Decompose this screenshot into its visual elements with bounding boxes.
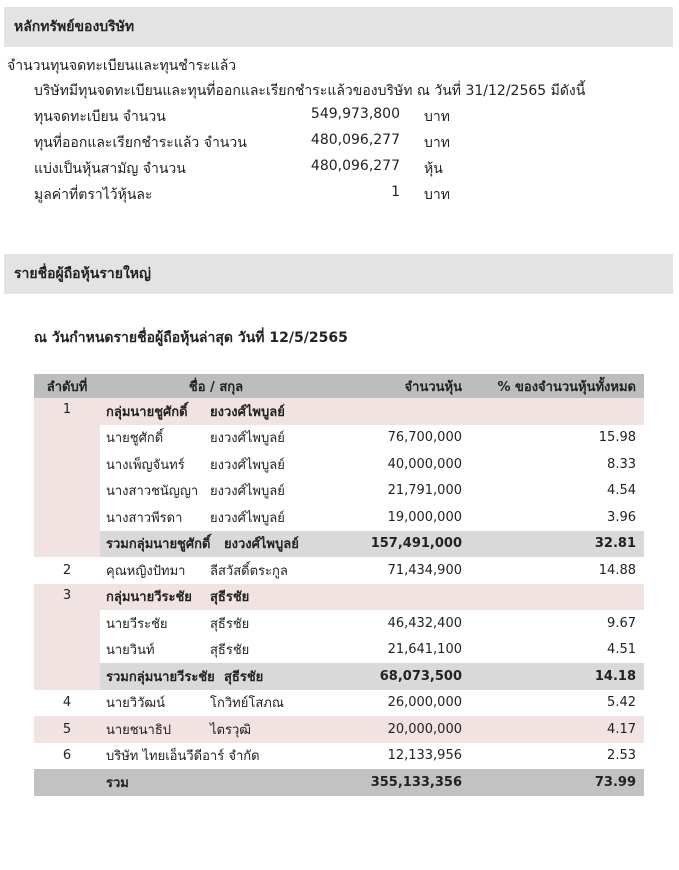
first-name: นายวินท์ (106, 643, 155, 659)
shares-cell: 19,000,000 (332, 504, 472, 531)
section-shareholders-title: รายชื่อผู้ถือหุ้นรายใหญ่ (4, 254, 673, 294)
total-label: รวม (100, 769, 332, 796)
shares-cell: 21,641,100 (332, 637, 472, 664)
table-row (34, 690, 644, 717)
shares-cell: 21,791,000 (332, 478, 472, 505)
capital-heading: จำนวนทุนจดทะเบียนและทุนชำระแล้ว (7, 58, 237, 74)
rank-cell: 2 (34, 557, 100, 584)
total-shares: 355,133,356 (332, 769, 472, 796)
header-name: ชื่อ / สกุล (100, 374, 332, 398)
shares-cell: 76,700,000 (332, 425, 472, 452)
first-name: คุณหญิงปัทมา (106, 563, 186, 579)
first-name: นางสาวพีรดา (106, 510, 183, 526)
first-name: นายชนาธิป (106, 722, 171, 738)
rank-cell: 4 (34, 690, 100, 717)
subtotal-pct: 14.18 (472, 663, 644, 690)
shares-cell: 40,000,000 (332, 451, 472, 478)
total-row (34, 769, 644, 796)
capital-label: แบ่งเป็นหุ้นสามัญ จำนวน (34, 161, 186, 177)
group-title-first: กลุ่มนายวีระชัย (106, 590, 192, 606)
pct-cell: 15.98 (472, 425, 644, 452)
subtotal-label-first: รวมกลุ่มนายวีระชัย (106, 669, 215, 685)
pct-cell: 14.88 (472, 557, 644, 584)
record-date-subtitle: ณ วันกำหนดรายชื่อผู้ถือหุ้นล่าสุด วันที่ 12/5/2565 (34, 330, 348, 346)
total-pct: 73.99 (472, 769, 644, 796)
table-row (34, 478, 644, 505)
table-row (34, 557, 644, 584)
last-name: ไตรวุฒิ (210, 722, 252, 738)
capital-unit: บาท (424, 187, 450, 203)
group-title-first: กลุ่มนายชูศักดิ์ (106, 404, 188, 420)
shares-cell: 46,432,400 (332, 610, 472, 637)
group-title (100, 584, 332, 611)
capital-unit: หุ้น (424, 161, 443, 177)
table-row (34, 610, 644, 637)
table-row (34, 716, 644, 743)
rank-cell: 1 (34, 398, 100, 557)
header-pct: % ของจำนวนหุ้นทั้งหมด (472, 374, 644, 398)
table-row (34, 425, 644, 452)
shares-cell: 26,000,000 (332, 690, 472, 717)
subtotal-row (34, 531, 644, 558)
last-name: ยงวงศ์ไพบูลย์ (210, 484, 285, 500)
table-row (34, 637, 644, 664)
pct-cell: 4.51 (472, 637, 644, 664)
table-row (34, 743, 644, 770)
first-name: นายวีระชัย (106, 616, 168, 632)
first-name: นางเพ็ญจันทร์ (106, 457, 185, 473)
table-row (34, 451, 644, 478)
table-row (34, 584, 644, 611)
last-name: ยงวงศ์ไพบูลย์ (210, 431, 285, 447)
last-name: ลีสวัสดิ์ตระกูล (210, 563, 288, 579)
group-title-last: สุธีรชัย (210, 590, 250, 606)
last-name: ยงวงศ์ไพบูลย์ (210, 457, 285, 473)
table-row (34, 504, 644, 531)
first-name: นายวิวัฒน์ (106, 696, 166, 712)
pct-cell: 8.33 (472, 451, 644, 478)
company-name: บริษัท ไทยเอ็นวีดีอาร์ จำกัด (100, 743, 332, 770)
first-name: นายชูศักดิ์ (106, 431, 164, 447)
table-header-row (34, 374, 644, 398)
subtotal-pct: 32.81 (472, 531, 644, 558)
subtotal-label-last: ยงวงศ์ไพบูลย์ (224, 537, 299, 553)
shareholders-table (34, 374, 644, 796)
last-name: ยงวงศ์ไพบูลย์ (210, 510, 285, 526)
capital-label: มูลค่าที่ตราไว้หุ้นละ (34, 187, 153, 203)
pct-cell: 4.17 (472, 716, 644, 743)
capital-label: ทุนที่ออกและเรียกชำระแล้ว จำนวน (34, 135, 247, 151)
last-name: สุธีรชัย (210, 643, 250, 659)
pct-cell: 9.67 (472, 610, 644, 637)
group-title (100, 398, 332, 425)
pct-cell: 2.53 (472, 743, 644, 770)
shares-cell: 12,133,956 (332, 743, 472, 770)
header-rank: ลำดับที่ (34, 374, 100, 398)
pct-cell: 5.42 (472, 690, 644, 717)
group-title-last: ยงวงศ์ไพบูลย์ (210, 404, 285, 420)
rank-cell: 3 (34, 584, 100, 690)
subtotal-row (34, 663, 644, 690)
section-securities-title: หลักทรัพย์ของบริษัท (4, 7, 673, 47)
subtotal-shares: 68,073,500 (332, 663, 472, 690)
pct-cell: 4.54 (472, 478, 644, 505)
shares-cell: 71,434,900 (332, 557, 472, 584)
capital-value: 480,096,277 (310, 158, 400, 174)
first-name: นางสาวชนัญญา (106, 484, 199, 500)
shares-cell: 20,000,000 (332, 716, 472, 743)
capital-unit: บาท (424, 135, 450, 151)
pct-cell: 3.96 (472, 504, 644, 531)
rank-cell: 5 (34, 716, 100, 743)
header-shares: จำนวนหุ้น (332, 374, 472, 398)
rank-cell: 6 (34, 743, 100, 770)
capital-intro: บริษัทมีทุนจดทะเบียนและทุนที่ออกและเรียกชำระแล้วของบริษัท ณ วันที่ 31/12/2565 มีดังนี้ (34, 83, 586, 99)
last-name: สุธีรชัย (210, 616, 250, 632)
capital-value: 1 (391, 184, 400, 200)
subtotal-shares: 157,491,000 (332, 531, 472, 558)
last-name: โกวิทย์โสภณ (210, 696, 284, 712)
capital-unit: บาท (424, 109, 450, 125)
table-row (34, 398, 644, 425)
capital-label: ทุนจดทะเบียน จำนวน (34, 109, 166, 125)
capital-value: 549,973,800 (310, 106, 400, 122)
capital-value: 480,096,277 (310, 132, 400, 148)
subtotal-label-last: สุธีรชัย (224, 669, 264, 685)
subtotal-label-first: รวมกลุ่มนายชูศักดิ์ (106, 537, 211, 553)
